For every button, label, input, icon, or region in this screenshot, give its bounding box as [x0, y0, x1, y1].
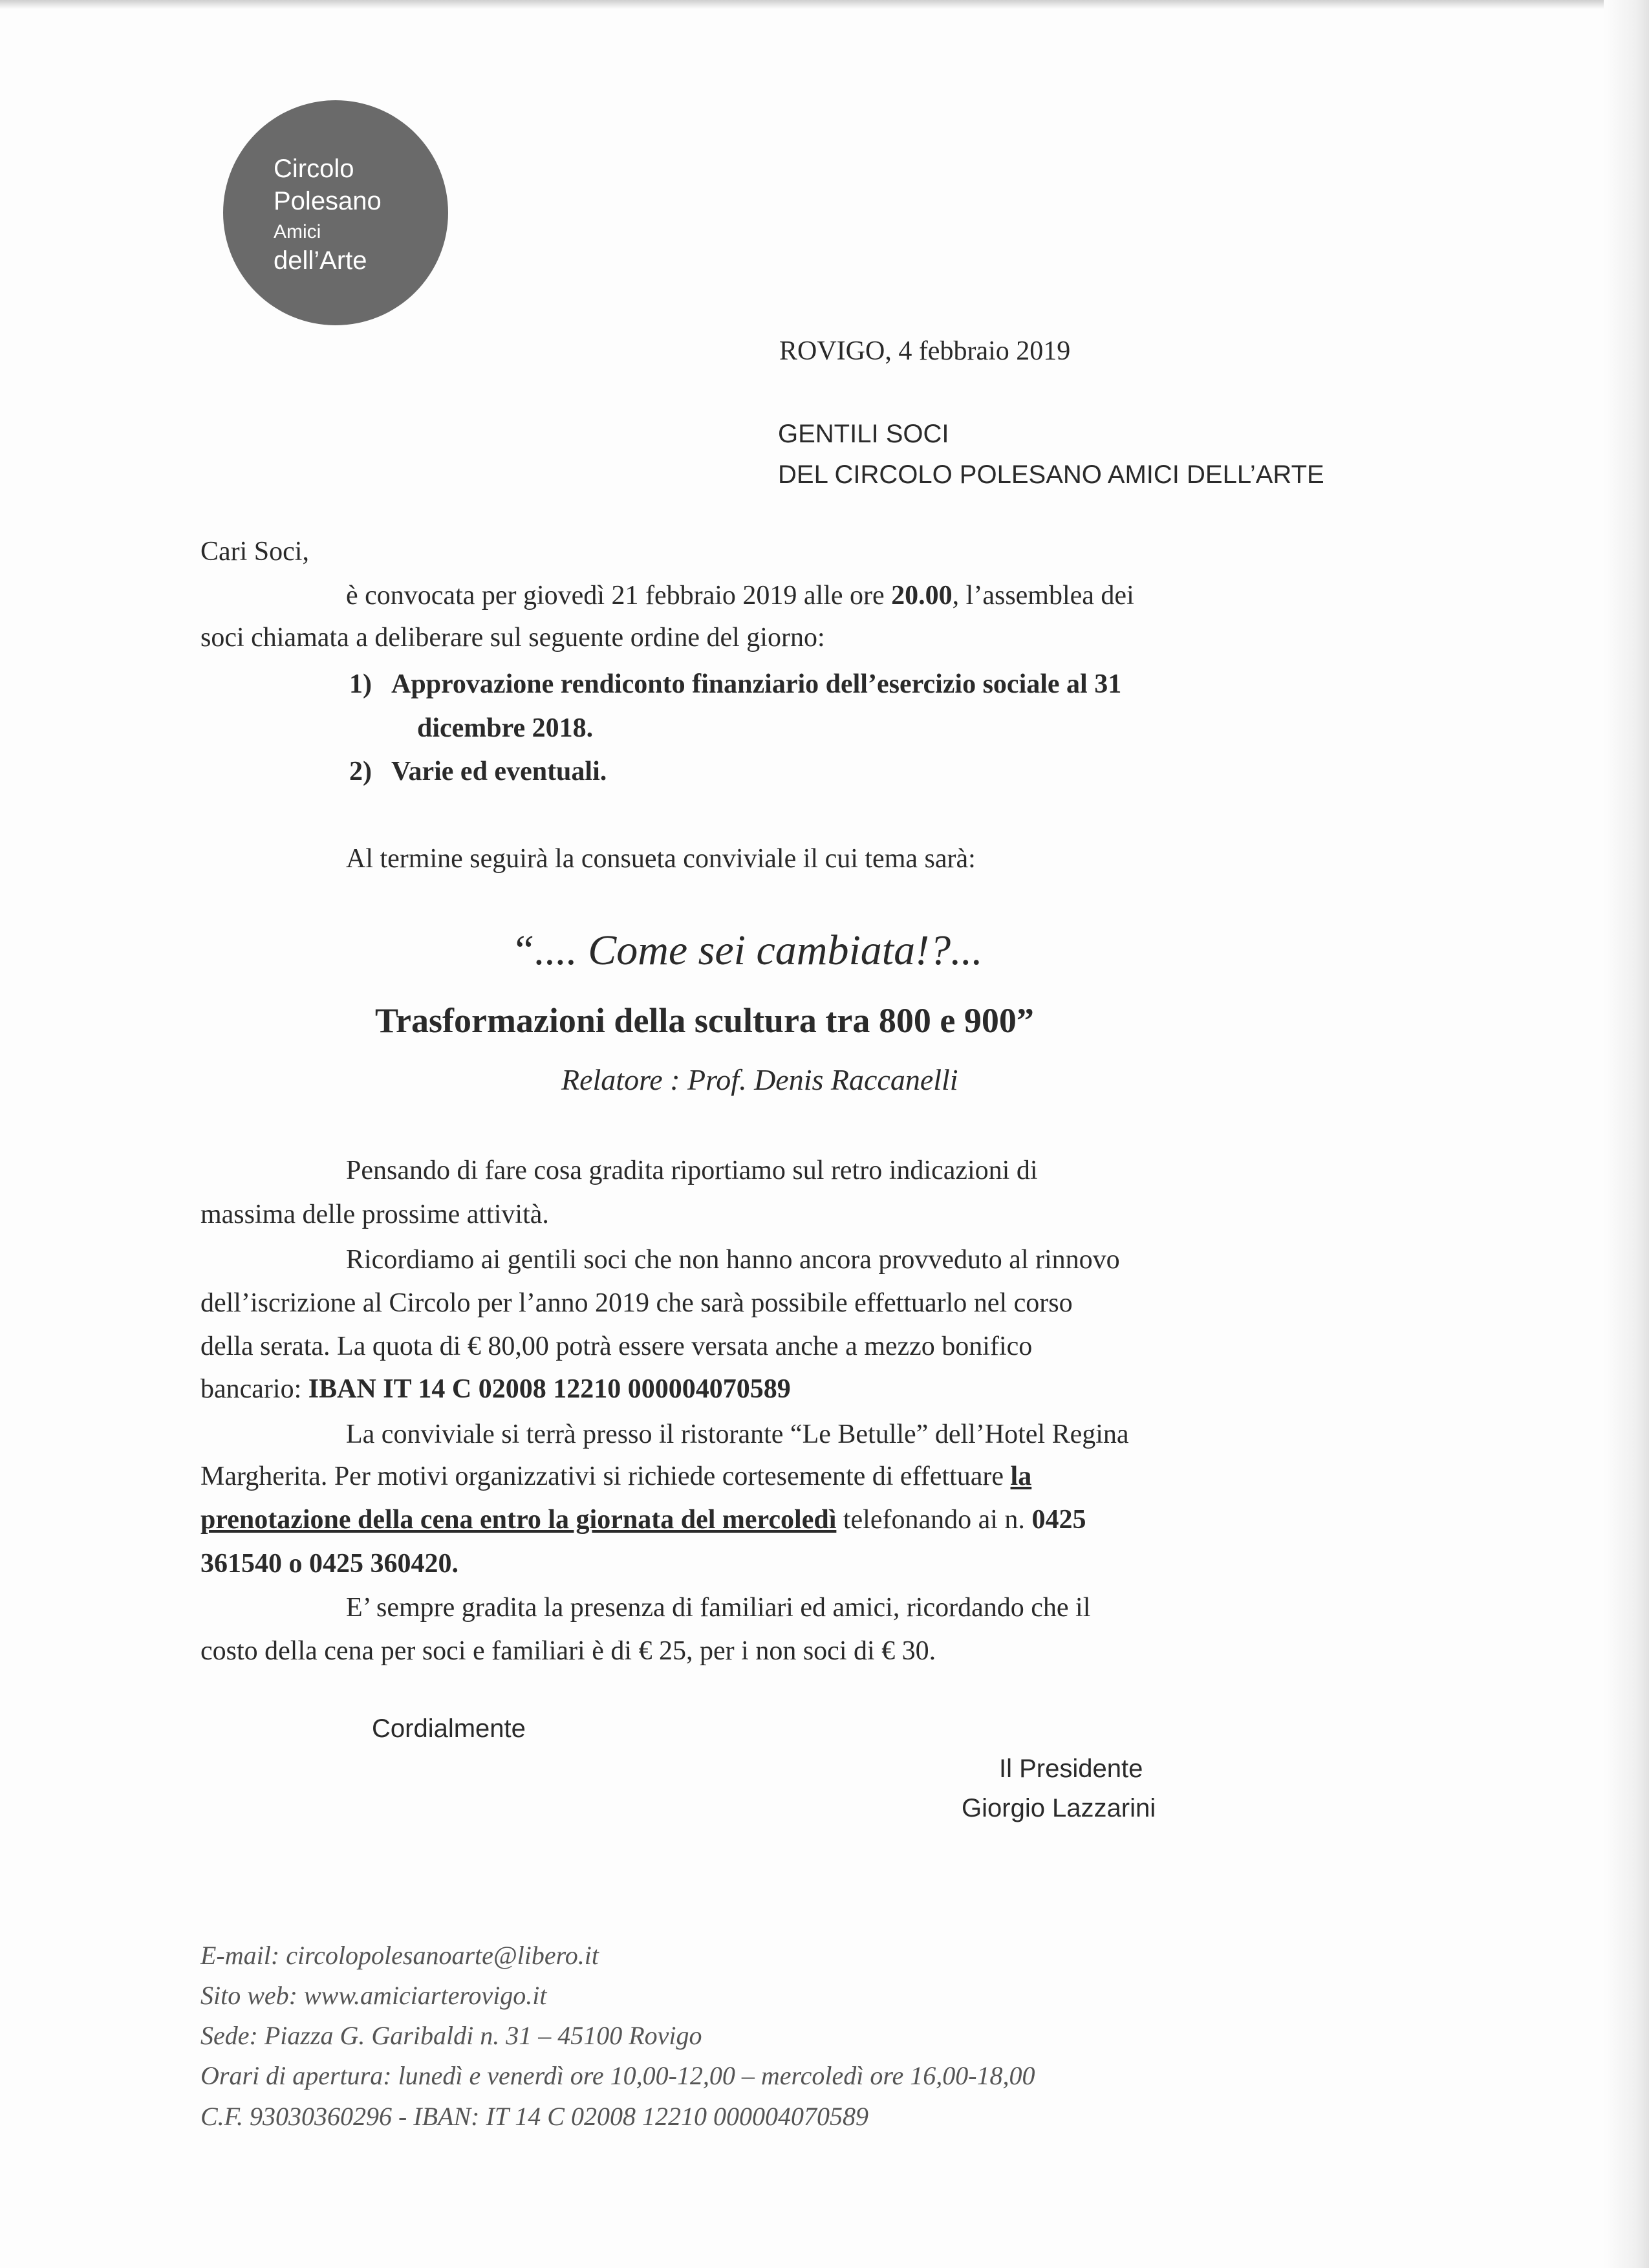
closing: Cordialmente: [372, 1714, 526, 1743]
scan-right-edge: [1604, 0, 1649, 2268]
agenda-item-1-number: 1): [349, 669, 372, 699]
reservation-note-start: la: [1010, 1462, 1032, 1491]
convocation-time: 20.00: [891, 581, 953, 610]
paragraph-3-text-b: telefonando ai n.: [836, 1505, 1032, 1535]
paragraph-1-line-1: Pensando di fare cosa gradita riportiamo sul retro indicazioni di: [346, 1156, 1038, 1185]
letter-date: ROVIGO, 4 febbraio 2019: [779, 336, 1071, 366]
convocation-line-1: [346, 578, 1134, 614]
paragraph-3-line-2: [200, 1458, 1031, 1495]
paragraph-3-text-a: Margherita. Per motivi organizzativi si richiede cortesemente di effettuare: [200, 1462, 1011, 1491]
paragraph-4-line-2: costo della cena per soci e familiari è di € 25, per i non soci di € 30.: [200, 1636, 936, 1666]
paragraph-3-line-1: La conviviale si terrà presso il ristorante “Le Betulle” dell’Hotel Regina: [346, 1420, 1129, 1449]
convocation-line-2: soci chiamata a deliberare sul seguente ordine del giorno:: [200, 623, 825, 653]
iban-code: IBAN IT 14 C 02008 12210 000004070589: [308, 1374, 791, 1404]
signature-role: Il Presidente: [999, 1755, 1143, 1783]
theme-subtitle: Trasformazioni della scultura tra 800 e 900”: [375, 1001, 1034, 1040]
paragraph-2-line-3: della serata. La quota di € 80,00 potrà essere versata anche a mezzo bonifico: [200, 1332, 1033, 1361]
agenda-item-1-line-1: Approvazione rendiconto finanziario dell’esercizio sociale al 31: [391, 669, 1122, 699]
salutation: Cari Soci,: [200, 537, 309, 567]
paragraph-2-line-2: dell’iscrizione al Circolo per l’anno 2019 che sarà possibile effettuarlo nel corso: [200, 1288, 1073, 1318]
convocation-text-b: , l’assemblea dei: [952, 581, 1134, 610]
circle-logo: [223, 100, 448, 325]
paragraph-2-line-1: Ricordiamo ai gentili soci che non hanno ancora provveduto al rinnovo: [346, 1245, 1120, 1275]
logo-line-3: Amici: [274, 221, 321, 243]
paragraph-4-line-1: E’ sempre gradita la presenza di familiari ed amici, ricordando che il: [346, 1593, 1091, 1623]
phone-number-start: 0425: [1031, 1505, 1086, 1535]
bank-label: bancario:: [200, 1374, 308, 1404]
footer-email: E-mail: circolopolesanoarte@libero.it: [200, 1941, 599, 1970]
footer-fiscal: C.F. 93030360296 - IBAN: IT 14 C 02008 12210 000004070589: [200, 2102, 868, 2131]
logo-line-4: dell’Arte: [274, 246, 367, 275]
theme-speaker: Relatore : Prof. Denis Raccanelli: [561, 1063, 958, 1096]
logo-line-1: Circolo: [274, 155, 354, 183]
recipients-line-1: GENTILI SOCI: [778, 420, 949, 448]
agenda-item-2-number: 2): [349, 757, 372, 786]
theme-title: “.... Come sei cambiata!?...: [511, 927, 983, 974]
paragraph-1-line-2: massima delle prossime attività.: [200, 1200, 549, 1229]
footer-address: Sede: Piazza G. Garibaldi n. 31 – 45100 Rovigo: [200, 2021, 702, 2050]
reservation-note: prenotazione della cena entro la giornata del mercoledì: [200, 1505, 837, 1535]
signature-name: Giorgio Lazzarini: [962, 1794, 1156, 1822]
scan-top-shadow: [0, 0, 1649, 9]
logo-line-2: Polesano: [274, 187, 382, 215]
footer-website: Sito web: www.amiciarterovigo.it: [200, 1981, 547, 2010]
convocation-text-a: è convocata per giovedì 21 febbraio 2019 alle ore: [346, 581, 892, 610]
footer-hours: Orari di apertura: lunedì e venerdì ore 10,00-12,00 – mercoledì ore 16,00-18,00: [200, 2061, 1035, 2090]
paragraph-3-line-3: [200, 1502, 1086, 1538]
conviviale-intro: Al termine seguirà la consueta conviviale il cui tema sarà:: [346, 844, 976, 874]
agenda-item-2-line-1: Varie ed eventuali.: [391, 757, 607, 786]
phone-numbers: 361540 o 0425 360420.: [200, 1549, 458, 1579]
paragraph-2-line-4: [200, 1371, 791, 1407]
agenda-item-1-line-2: dicembre 2018.: [417, 713, 594, 743]
recipients-line-2: DEL CIRCOLO POLESANO AMICI DELL’ARTE: [778, 460, 1324, 489]
